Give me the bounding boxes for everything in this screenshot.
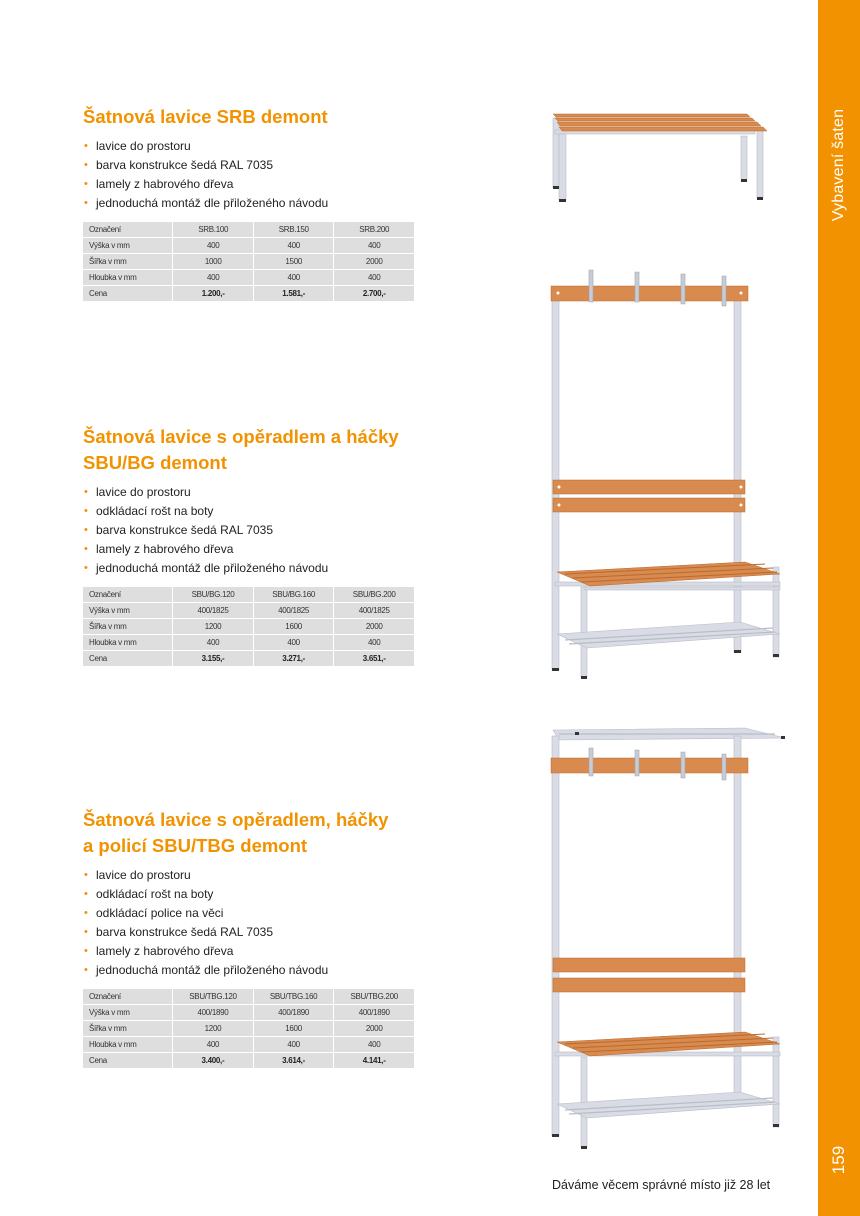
spec-value: 400 xyxy=(254,270,334,285)
bullet-icon: • xyxy=(84,197,88,209)
product-title-line: Šatnová lavice SRB demont xyxy=(83,106,328,127)
feature-text: barva konstrukce šedá RAL 7035 xyxy=(96,158,273,172)
price-value: 1.200,- xyxy=(173,286,253,301)
bullet-icon: • xyxy=(84,869,88,881)
spec-value: 1000 xyxy=(173,254,253,269)
spec-row-width xyxy=(83,619,414,634)
spec-value: 400 xyxy=(254,1037,334,1052)
spec-value: 400 xyxy=(334,635,414,650)
feature-list xyxy=(83,137,423,213)
orange-sidebar xyxy=(818,0,860,1216)
feature-list xyxy=(83,866,423,980)
feature-item xyxy=(83,175,423,194)
page-number-wrap xyxy=(818,1140,860,1180)
spec-label: Cena xyxy=(83,286,172,301)
bullet-icon: • xyxy=(84,964,88,976)
spec-label: Výška v mm xyxy=(83,603,172,618)
spec-value: 1200 xyxy=(173,1021,253,1036)
feature-item xyxy=(83,156,423,175)
spec-label: Hloubka v mm xyxy=(83,270,172,285)
product-section-sbu-bg xyxy=(83,424,423,667)
bullet-icon: • xyxy=(84,907,88,919)
bench-icon xyxy=(545,100,770,210)
spec-value: SBU/TBG.160 xyxy=(254,989,334,1004)
spec-value: 400/1825 xyxy=(173,603,253,618)
feature-text: jednoduchá montáž dle přiloženého návodu xyxy=(96,196,329,210)
bullet-icon: • xyxy=(84,945,88,957)
bullet-icon: • xyxy=(84,543,88,555)
spec-row-width xyxy=(83,254,414,269)
spec-table xyxy=(82,586,415,667)
spec-label: Šířka v mm xyxy=(83,254,172,269)
bullet-icon: • xyxy=(84,524,88,536)
product-title xyxy=(83,807,423,859)
feature-text: odkládací rošt na boty xyxy=(96,504,214,518)
product-section-sbu-tbg xyxy=(83,807,423,1069)
spec-value: 2000 xyxy=(334,254,414,269)
feature-text: lamely z habrového dřeva xyxy=(96,944,234,958)
bullet-icon: • xyxy=(84,486,88,498)
spec-row-designation xyxy=(83,587,414,602)
feature-text: lamely z habrového dřeva xyxy=(96,177,234,191)
spec-row-width xyxy=(83,1021,414,1036)
footer-slogan: Dáváme věcem správné místo již 28 let xyxy=(552,1178,771,1192)
page-number: 159 xyxy=(829,1145,848,1175)
product-title-line: Šatnová lavice s opěradlem a háčky xyxy=(83,426,399,447)
feature-item xyxy=(83,194,423,213)
spec-value: SBU/TBG.200 xyxy=(334,989,414,1004)
feature-item xyxy=(83,502,423,521)
spec-value: 400/1825 xyxy=(254,603,334,618)
feature-item xyxy=(83,904,423,923)
spec-value: SRB.150 xyxy=(254,222,334,237)
product-title-line: SBU/BG demont xyxy=(83,452,227,473)
feature-item xyxy=(83,923,423,942)
spec-value: SRB.200 xyxy=(334,222,414,237)
price-value: 3.155,- xyxy=(173,651,253,666)
feature-item xyxy=(83,961,423,980)
spec-value: SBU/TBG.120 xyxy=(173,989,253,1004)
spec-row-height xyxy=(83,238,414,253)
spec-label: Hloubka v mm xyxy=(83,1037,172,1052)
feature-item xyxy=(83,137,423,156)
category-label: Vybavení šaten xyxy=(830,108,847,222)
spec-value: 400/1890 xyxy=(254,1005,334,1020)
product-title-line: a policí SBU/TBG demont xyxy=(83,835,308,856)
spec-value: 400 xyxy=(334,1037,414,1052)
feature-text: odkládací rošt na boty xyxy=(96,887,214,901)
bullet-icon: • xyxy=(84,178,88,190)
spec-row-price xyxy=(83,286,414,301)
spec-value: 400 xyxy=(173,635,253,650)
spec-value: 400 xyxy=(173,1037,253,1052)
spec-value: 400 xyxy=(334,238,414,253)
spec-row-height xyxy=(83,1005,414,1020)
spec-row-depth xyxy=(83,270,414,285)
category-label-wrap xyxy=(818,100,860,230)
spec-label: Označení xyxy=(83,989,172,1004)
feature-text: barva konstrukce šedá RAL 7035 xyxy=(96,925,273,939)
spec-value: SBU/BG.160 xyxy=(254,587,334,602)
spec-row-price xyxy=(83,651,414,666)
spec-row-depth xyxy=(83,635,414,650)
spec-label: Výška v mm xyxy=(83,238,172,253)
spec-label: Šířka v mm xyxy=(83,1021,172,1036)
feature-text: jednoduchá montáž dle přiloženého návodu xyxy=(96,963,329,977)
feature-item xyxy=(83,866,423,885)
feature-list xyxy=(83,483,423,578)
spec-value: 1600 xyxy=(254,1021,334,1036)
feature-text: lavice do prostoru xyxy=(96,868,191,882)
price-value: 3.400,- xyxy=(173,1053,253,1068)
price-value: 4.141,- xyxy=(334,1053,414,1068)
spec-value: 1200 xyxy=(173,619,253,634)
feature-text: barva konstrukce šedá RAL 7035 xyxy=(96,523,273,537)
spec-label: Hloubka v mm xyxy=(83,635,172,650)
bullet-icon: • xyxy=(84,159,88,171)
spec-table xyxy=(82,988,415,1069)
spec-label: Označení xyxy=(83,222,172,237)
spec-value: SBU/BG.200 xyxy=(334,587,414,602)
feature-text: lavice do prostoru xyxy=(96,485,191,499)
bullet-icon: • xyxy=(84,562,88,574)
spec-label: Označení xyxy=(83,587,172,602)
spec-value: 400 xyxy=(173,270,253,285)
feature-text: lamely z habrového dřeva xyxy=(96,542,234,556)
spec-label: Šířka v mm xyxy=(83,619,172,634)
spec-value: 400 xyxy=(334,270,414,285)
feature-item xyxy=(83,483,423,502)
bullet-icon: • xyxy=(84,505,88,517)
product-title-line: Šatnová lavice s opěradlem, háčky xyxy=(83,809,389,830)
bullet-icon: • xyxy=(84,888,88,900)
product-title xyxy=(83,424,423,476)
spec-value: 2000 xyxy=(334,1021,414,1036)
spec-value: 400 xyxy=(254,238,334,253)
spec-value: 400 xyxy=(173,238,253,253)
spec-value: 1600 xyxy=(254,619,334,634)
spec-value: 2000 xyxy=(334,619,414,634)
product-title xyxy=(83,104,423,130)
bench-with-backrest-and-hooks-icon xyxy=(545,262,785,682)
spec-label: Cena xyxy=(83,651,172,666)
feature-text: lavice do prostoru xyxy=(96,139,191,153)
spec-value: 400/1825 xyxy=(334,603,414,618)
spec-row-designation xyxy=(83,989,414,1004)
spec-row-depth xyxy=(83,1037,414,1052)
bullet-icon: • xyxy=(84,926,88,938)
spec-label: Cena xyxy=(83,1053,172,1068)
price-value: 3.614,- xyxy=(254,1053,334,1068)
spec-table xyxy=(82,221,415,302)
bench-with-backrest-hooks-and-shelf-icon xyxy=(545,722,790,1152)
bullet-icon: • xyxy=(84,140,88,152)
feature-item xyxy=(83,885,423,904)
price-value: 2.700,- xyxy=(334,286,414,301)
product-section-srb xyxy=(83,104,423,302)
feature-item xyxy=(83,942,423,961)
spec-value: 1500 xyxy=(254,254,334,269)
spec-value: SRB.100 xyxy=(173,222,253,237)
feature-item xyxy=(83,521,423,540)
spec-row-price xyxy=(83,1053,414,1068)
spec-row-designation xyxy=(83,222,414,237)
feature-text: jednoduchá montáž dle přiloženého návodu xyxy=(96,561,329,575)
spec-value: 400/1890 xyxy=(173,1005,253,1020)
spec-value: 400/1890 xyxy=(334,1005,414,1020)
spec-value: 400 xyxy=(254,635,334,650)
price-value: 1.581,- xyxy=(254,286,334,301)
spec-value: SBU/BG.120 xyxy=(173,587,253,602)
spec-label: Výška v mm xyxy=(83,1005,172,1020)
price-value: 3.271,- xyxy=(254,651,334,666)
feature-text: odkládací police na věci xyxy=(96,906,224,920)
price-value: 3.651,- xyxy=(334,651,414,666)
feature-item xyxy=(83,559,423,578)
spec-row-height xyxy=(83,603,414,618)
feature-item xyxy=(83,540,423,559)
